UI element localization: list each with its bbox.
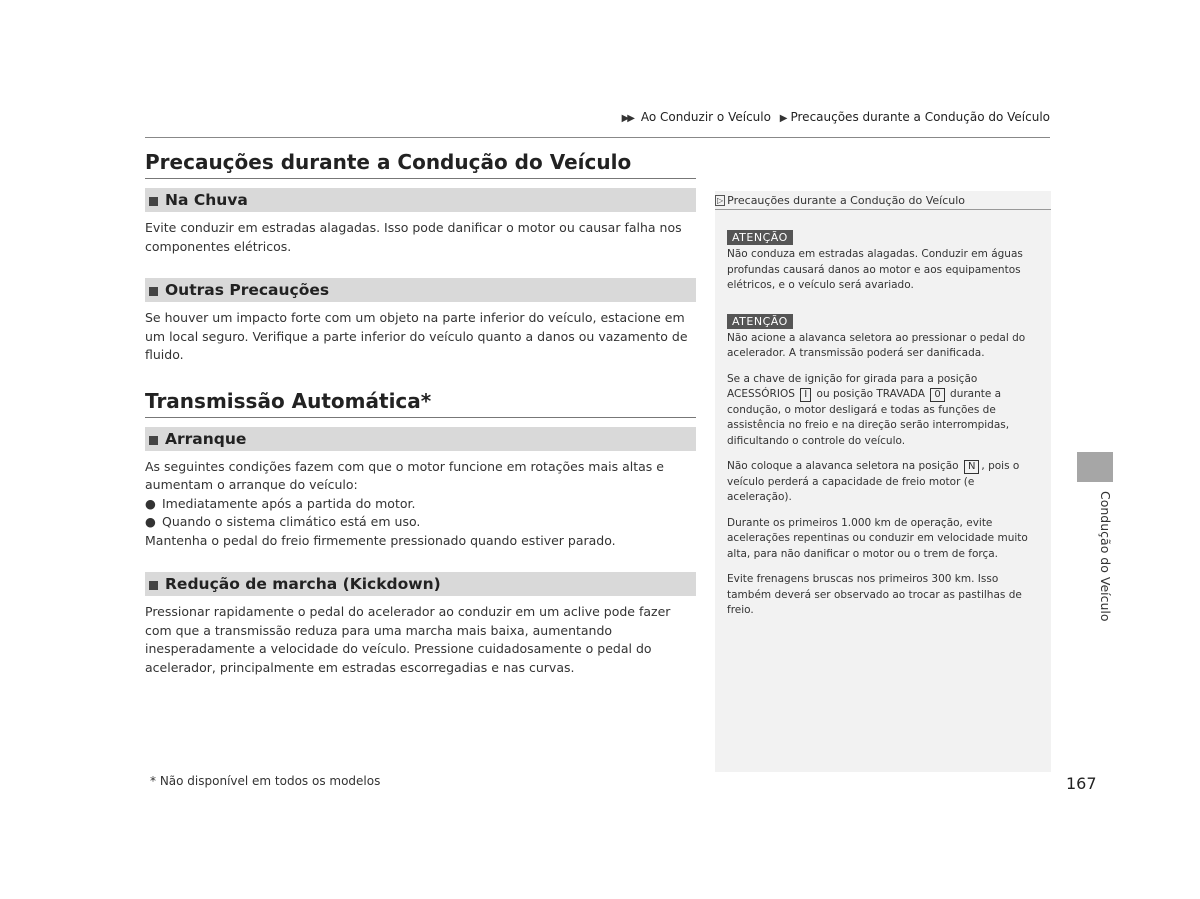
list-item-text: Imediatamente após a partida do motor. bbox=[162, 495, 416, 511]
warning-badge: ATENÇÃO bbox=[727, 230, 793, 245]
outras-paragraph: Se houver um impacto forte com um objeto na parte inferior do veículo, estacione em um local seguro. Verifique a parte inferior do veículo quanto a danos ou vazamento de fluido. bbox=[145, 310, 688, 362]
square-bullet-icon bbox=[149, 287, 158, 296]
section-title: Arranque bbox=[165, 429, 247, 448]
footnote: * Não disponível em todos os modelos bbox=[150, 774, 381, 788]
arrow-icon: ▶ bbox=[779, 113, 788, 124]
section-header-outras-precaucoes bbox=[145, 278, 696, 302]
note-text: ou posição TRAVADA bbox=[816, 388, 925, 400]
chapter-tab[interactable] bbox=[1077, 452, 1113, 482]
bullet-icon: ● bbox=[145, 514, 156, 529]
list-item-text: Quando o sistema climático está em uso. bbox=[162, 514, 421, 529]
chuva-paragraph: Evite conduzir em estradas alagadas. Isso pode danificar o motor ou causar falha nos componentes elétricos. bbox=[145, 220, 682, 254]
sidebar-header-text: Precauções durante a Condução do Veículo bbox=[727, 193, 966, 207]
page-title: Precauções durante a Condução do Veículo bbox=[145, 150, 696, 179]
bullet-icon: ● bbox=[145, 495, 156, 511]
note-break-in: Durante os primeiros 1.000 km de operação, evite acelerações repentinas ou conduzir em velocidade muito alta, para não danificar o motor ou o trem de força. bbox=[727, 516, 1028, 560]
note-ignition bbox=[727, 372, 1039, 450]
sidebar-header bbox=[715, 191, 1051, 210]
key-position-i-icon: I bbox=[800, 388, 811, 402]
section-title: Na Chuva bbox=[165, 191, 248, 209]
section-title-transmissao: Transmissão Automática* bbox=[145, 389, 696, 418]
kickdown-paragraph: Pressionar rapidamente o pedal do acelerador ao conduzir em um aclive pode fazer com que a transmissão reduza para uma marcha mais baixa, aumentando inesperadamente a velocidade do veículo. Pressione cuidadosamente o pedal do acelerador, principalmente em estradas escorregadias e nas curvas. bbox=[145, 604, 671, 675]
breadcrumb-item-1[interactable]: Ao Conduzir o Veículo bbox=[640, 110, 771, 124]
square-bullet-icon bbox=[149, 197, 158, 206]
warning-text: Não acione a alavanca seletora ao pressionar o pedal do acelerador. A transmissão poderá ser danificada. bbox=[727, 331, 1026, 359]
breadcrumb bbox=[622, 110, 1050, 124]
list-item bbox=[145, 495, 696, 514]
chapter-tab-label: Condução do Veículo bbox=[1098, 490, 1113, 622]
top-divider bbox=[145, 137, 1050, 138]
arranque-intro: As seguintes condições fazem com que o motor funcione em rotações mais altas e aumentam o arranque do veículo: bbox=[145, 458, 664, 492]
reference-arrow-icon: ▷ bbox=[717, 195, 724, 205]
sidebar-notes bbox=[715, 191, 1051, 772]
main-content bbox=[145, 150, 696, 677]
note-text: , pois o veículo perderá a capacidade de freio motor (e aceleração). bbox=[727, 460, 1020, 503]
page-number: 167 bbox=[1066, 774, 1097, 793]
gear-n-icon: N bbox=[964, 460, 979, 474]
breadcrumb-item-2[interactable]: Precauções durante a Condução do Veículo bbox=[790, 110, 1050, 124]
section-header-kickdown bbox=[145, 572, 696, 596]
note-text: durante a condução, o motor desligará e todas as funções de assistência no freio e na direção serão interrompidas, dificultando o controle do veículo. bbox=[727, 388, 1010, 447]
section-header-na-chuva bbox=[145, 188, 696, 212]
note-text: Não coloque a alavanca seletora na posição bbox=[727, 460, 959, 472]
section-title: Redução de marcha (Kickdown) bbox=[165, 575, 441, 593]
square-bullet-icon bbox=[149, 436, 158, 445]
key-position-0-icon: 0 bbox=[930, 388, 944, 402]
warning-badge: ATENÇÃO bbox=[727, 314, 793, 329]
note-text: Se a chave de ignição for girada para a posição ACESSÓRIOS bbox=[727, 372, 978, 400]
arranque-outro: Mantenha o pedal do freio firmemente pressionado quando estiver parado. bbox=[145, 532, 616, 548]
double-arrow-icon: ▶▶ bbox=[621, 113, 633, 124]
section-title: Outras Precauções bbox=[165, 281, 330, 299]
warning-text: Não conduza em estradas alagadas. Conduzir em águas profundas causará danos ao motor e aos equipamentos elétricos, e o veículo será avariado. bbox=[727, 248, 1023, 291]
square-bullet-icon bbox=[149, 581, 158, 590]
note-neutral bbox=[727, 459, 1039, 506]
note-brakes: Evite frenagens bruscas nos primeiros 300 km. Isso também deverá ser observado ao trocar as pastilhas de freio. bbox=[727, 573, 1022, 616]
list-item bbox=[145, 513, 696, 532]
section-header-arranque bbox=[145, 427, 696, 451]
